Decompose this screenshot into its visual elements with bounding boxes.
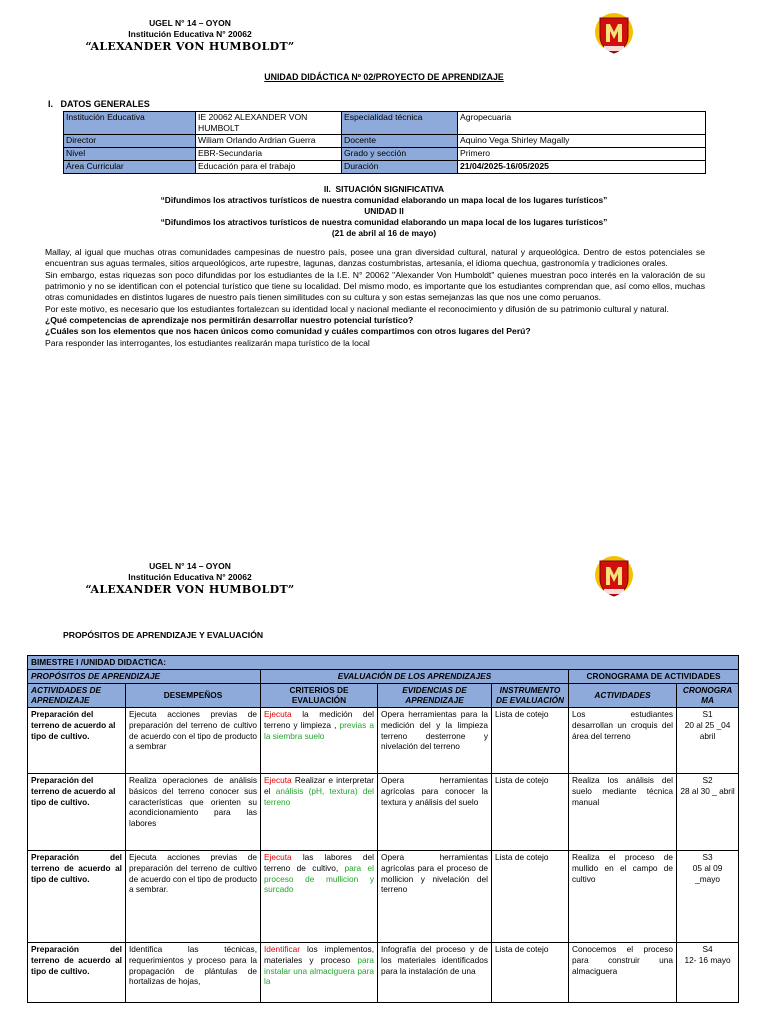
table-row (64, 112, 706, 135)
column-header: EVIDENCIAS DE APRENDIZAJE (378, 683, 492, 708)
criterio-text: los implementos, materiales y proceso (264, 944, 374, 965)
section-number: II. (323, 184, 331, 194)
label-cell: Especialidad técnica (342, 112, 458, 135)
instrumento-cell: Lista de cotejo (492, 943, 569, 1003)
table-row (64, 148, 706, 161)
activity-cell: Preparación del terreno de acuerdo al tipo de cultivo. (28, 774, 126, 851)
headline: “Difundimos los atractivos turísticos de nuestra comunidad elaborando un mapa local de los lugares turísticos” (160, 216, 608, 227)
situacion-significativa-header (0, 184, 768, 239)
label-cell: Docente (342, 135, 458, 148)
criterio-verb: Identificar (264, 944, 300, 955)
criterio-highlight: para instalar una almaciguera para la (264, 954, 374, 987)
criterio-highlight: previas a la siembra suelo (264, 719, 374, 741)
evidencia-cell: Opera herramientas agrícolas para el proceso de mollicion y nivelación del terreno (378, 851, 492, 943)
evidencia-cell: Opera herramientas agrícolas para conocer la textura y análisis del suelo (378, 774, 492, 851)
headline: “Difundimos los atractivos turísticos de nuestra comunidad elaborando un mapa local de los lugares turísticos” (160, 194, 608, 205)
criterio-verb: Ejecuta (264, 709, 292, 720)
ugel-text: UGEL N° 14 – OYON (149, 18, 231, 28)
value-cell: Aquino Vega Shirley Magally (458, 135, 706, 148)
cronograma-cell (677, 708, 739, 774)
bimestre-cell: BIMESTRE I /UNIDAD DIDACTICA: (28, 656, 739, 670)
criterio-highlight: para el proceso de mullicion y surcado (264, 862, 374, 895)
actividad-cell: Realiza el proceso de mullido en el campo de cultivo (569, 851, 677, 943)
value-cell: Wiliam Orlando Ardrian Guerra (196, 135, 342, 148)
unit-title: UNIDAD DIDÁCTICA Nº 02/PROYECTO DE APRENDIZAJE (264, 72, 504, 82)
criterio-cell (261, 774, 378, 851)
paragraph: Por este motivo, es necesario que los estudiantes fortalezcan su identidad local y nacional mediante el reconocimiento y difusión de su patrimonio cultural y natural. (45, 303, 669, 314)
column-header: CRITERIOS DE EVALUACIÓN (261, 683, 378, 708)
cronograma-cell (677, 774, 739, 851)
datos-generales-table (63, 111, 706, 174)
paragraph: Para responder las interrogantes, los estudiantes realizarán mapa turístico de la local (45, 337, 370, 348)
date-label: 05 al 09 _mayo (692, 862, 723, 884)
column-header: ACTIVIDADES (569, 683, 677, 708)
criterio-cell (261, 708, 378, 774)
week-label: S4 (702, 944, 713, 955)
propositos-title: PROPÓSITOS DE APRENDIZAJE Y EVALUACIÓN (63, 630, 264, 640)
activity-cell: Preparación del terreno de acuerdo al tipo de cultivo. (28, 708, 126, 774)
criterio-text: Realizar e interpretar el (264, 775, 374, 796)
institution-text: Institución Educativa N° 20062 (128, 572, 252, 583)
table-row (28, 851, 739, 943)
desempeno-cell: Ejecuta acciones previas de preparación del terreno de cultivo de acuerdo con el tipo de producto a sembrar. (126, 851, 261, 943)
instrumento-cell: Lista de cotejo (492, 774, 569, 851)
desempeno-cell: Identifica las técnicas, requerimientos y proceso para la propagación de plántulas de hortalizas de hojas, (126, 943, 261, 1003)
criterio-cell (261, 943, 378, 1003)
value-cell: EBR-Secundaria (196, 148, 342, 161)
activity-cell: Preparación del terreno de acuerdo al tipo de cultivo. (28, 943, 126, 1003)
group-header: PROPÓSITOS DE APRENDIZAJE (28, 669, 261, 683)
group-header: EVALUACIÓN DE LOS APRENDIZAJES (261, 669, 569, 683)
date-label: 20 al 25 _04 abril (684, 719, 731, 741)
ugel-text: UGEL N° 14 – OYON (149, 561, 231, 571)
criterio-highlight: análisis (pH, textura) del terreno (264, 785, 375, 807)
table-row (28, 708, 739, 774)
criterio-text: las labores del terreno de cultivo, (264, 852, 374, 873)
value-cell: 21/04/2025-16/05/2025 (458, 161, 706, 174)
label-cell: Área Curricular (64, 161, 196, 174)
date-label: 12- 16 mayo (684, 954, 731, 965)
actividad-cell: Realiza los análisis del suelo mediante técnica manual (569, 774, 677, 851)
criterio-text: la medición del terreno y limpieza , (264, 709, 374, 730)
criterio-cell (261, 851, 378, 943)
column-header: ACTIVIDADES DE APRENDIZAJE (28, 683, 126, 708)
institution-text: Institución Educativa N° 20062 (128, 29, 252, 40)
label-cell: Institución Educativa (64, 112, 196, 135)
desempeno-cell: Ejecuta acciones previas de preparación del terreno de cultivo de acuerdo con el tipo de producto a sembrar (126, 708, 261, 774)
school-logo (594, 553, 634, 599)
cronograma-cell (677, 943, 739, 1003)
label-cell: Grado y sección (342, 148, 458, 161)
instrumento-cell: Lista de cotejo (492, 708, 569, 774)
section-datos-generales (48, 99, 150, 111)
value-cell: Agropecuaria (458, 112, 706, 135)
table-row (64, 135, 706, 148)
actividad-cell: Conocemos el proceso para construir una almaciguera (569, 943, 677, 1003)
question: ¿Cuáles son los elementos que nos hacen únicos como comunidad y cuáles compartimos con otros lugares del Perú? (45, 326, 531, 337)
week-label: S3 (702, 852, 713, 863)
question: ¿Qué competencias de aprendizaje nos permitirán desarrollar nuestro potencial turístico? (45, 315, 414, 326)
value-cell: Educación para el trabajo (196, 161, 342, 174)
activity-cell: Preparación del terreno de acuerdo al tipo de cultivo. (28, 851, 126, 943)
paragraph: Mallay, al igual que muchas otras comunidades campesinas de nuestro país, posee una gran diversidad cultural, natural y arqueológica. Dentro de estos potenciales se encuentran sus aguas termales, sitios arqueológicos, arte rupestre, lagunas, danzas costumbristas, artesanía, el idioma quechua, gastronomía y tradiciones orales. (45, 247, 705, 269)
criterio-verb: Ejecuta (264, 852, 292, 863)
paragraph: Sin embargo, estas riquezas son poco difundidas por los estudiantes de la I.E. N° 20062 "Alexander Von Humboldt" quienes muestran poco interés en la valoración de su patrimonio y no se identifican con el potencial turístico que tiene su localidad. Del mismo modo, es importante que los estudiantes comprendan que, así como ellos, muchas otras comunidades en distintos lugares de nuestro país tienen similitudes con su cultura y son estas semejanzas las que nos une como peruanos. (45, 269, 705, 303)
propositos-table (27, 655, 739, 1003)
school-name: “ALEXANDER VON HUMBOLDT” (85, 583, 295, 597)
table-row (28, 774, 739, 851)
school-logo (594, 10, 634, 56)
label-cell: Duración (342, 161, 458, 174)
desempeno-cell: Realiza operaciones de análisis básicos del terreno conocer sus características que orienten su acondicionamiento para las labores (126, 774, 261, 851)
value-cell: Primero (458, 148, 706, 161)
table-row (28, 656, 739, 670)
instrumento-cell: Lista de cotejo (492, 851, 569, 943)
criterio-verb: Ejecuta (264, 775, 292, 786)
value-cell: IE 20062 ALEXANDER VON HUMBOLT (196, 112, 342, 135)
actividad-cell: Los estudiantes desarrollan un croquis del área del terreno (569, 708, 677, 774)
group-header: CRONOGRAMA DE ACTIVIDADES (569, 669, 739, 683)
column-header: DESEMPEÑOS (126, 683, 261, 708)
evidencia-cell: Infografía del proceso y de los materiales identificados para la instalación de una (378, 943, 492, 1003)
school-name: “ALEXANDER VON HUMBOLDT” (85, 40, 295, 54)
table-row (28, 943, 739, 1003)
school-header (70, 18, 310, 54)
column-header: CRONOGRAMA (677, 683, 739, 708)
label-cell: Director (64, 135, 196, 148)
column-header: INSTRUMENTO DE EVALUACIÓN (492, 683, 569, 708)
situacion-text (45, 247, 705, 349)
school-header (70, 561, 310, 597)
section-heading (0, 184, 768, 195)
label-cell: Nivel (64, 148, 196, 161)
section-number: I. (48, 99, 54, 109)
week-label: S1 (702, 709, 713, 720)
table-row (28, 669, 739, 683)
evidencia-cell: Opera herramientas para la medición del y la limpieza terreno desterrone y nivelación del terreno (378, 708, 492, 774)
date-range: (21 de abril al 16 de mayo) (331, 227, 437, 238)
week-label: S2 (702, 775, 713, 786)
section-title: DATOS GENERALES (60, 99, 150, 109)
cronograma-cell (677, 851, 739, 943)
date-label: 28 al 30 _ abril (680, 785, 735, 796)
table-row (64, 161, 706, 174)
table-header-row (28, 683, 739, 708)
section-title: SITUACIÓN SIGNIFICATIVA (335, 184, 445, 194)
unit-label: UNIDAD II (364, 205, 404, 216)
